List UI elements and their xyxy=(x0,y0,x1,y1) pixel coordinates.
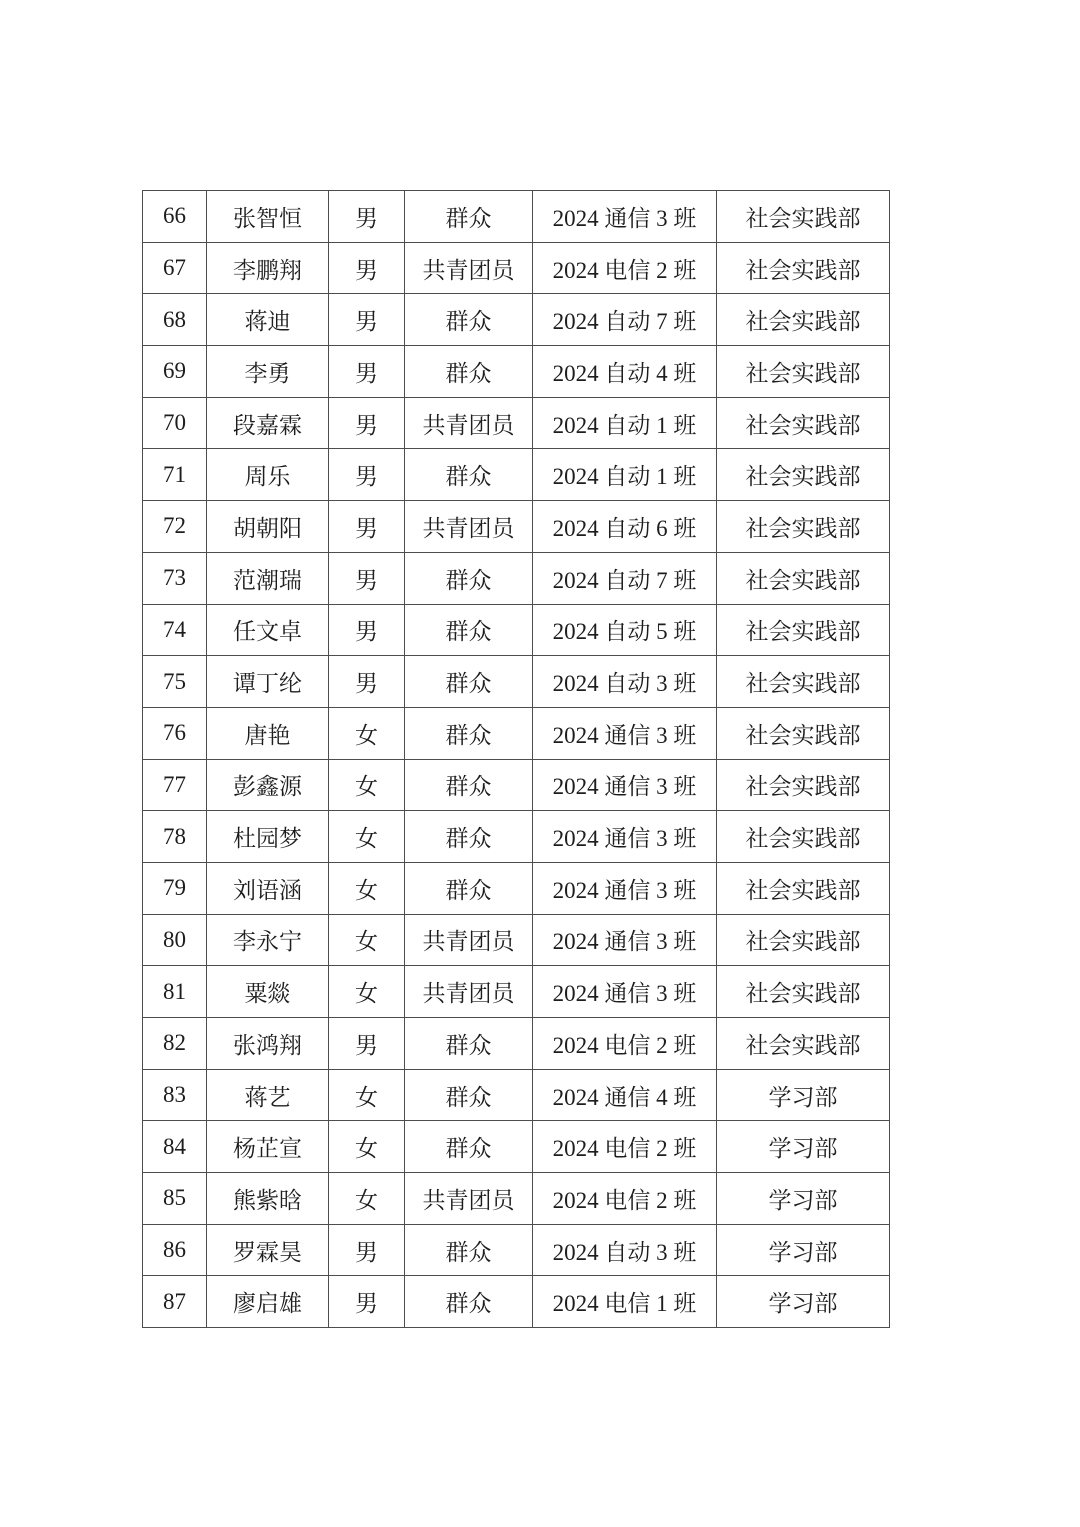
table-row xyxy=(143,707,890,759)
gender-cell: 男 xyxy=(329,1276,405,1328)
table-row xyxy=(143,914,890,966)
name-cell: 杜园梦 xyxy=(207,811,329,863)
department-cell: 社会实践部 xyxy=(717,811,890,863)
row-number-cell: 78 xyxy=(143,811,207,863)
political-status-cell: 共青团员 xyxy=(405,914,533,966)
political-status-cell: 群众 xyxy=(405,346,533,398)
political-status-cell: 群众 xyxy=(405,656,533,708)
department-cell: 社会实践部 xyxy=(717,862,890,914)
gender-cell: 女 xyxy=(329,1069,405,1121)
class-cell: 2024 电信 2 班 xyxy=(533,1173,717,1225)
table-row xyxy=(143,604,890,656)
class-cell: 2024 自动 6 班 xyxy=(533,501,717,553)
gender-cell: 男 xyxy=(329,1018,405,1070)
member-roster-table xyxy=(142,190,890,1328)
department-cell: 社会实践部 xyxy=(717,1018,890,1070)
department-cell: 社会实践部 xyxy=(717,707,890,759)
political-status-cell: 群众 xyxy=(405,552,533,604)
class-cell: 2024 电信 2 班 xyxy=(533,1121,717,1173)
name-cell: 罗霖昊 xyxy=(207,1224,329,1276)
table-row xyxy=(143,191,890,243)
department-cell: 社会实践部 xyxy=(717,449,890,501)
row-number-cell: 76 xyxy=(143,707,207,759)
class-cell: 2024 自动 4 班 xyxy=(533,346,717,398)
political-status-cell: 共青团员 xyxy=(405,1173,533,1225)
gender-cell: 女 xyxy=(329,707,405,759)
class-cell: 2024 通信 3 班 xyxy=(533,966,717,1018)
row-number-cell: 87 xyxy=(143,1276,207,1328)
table-row xyxy=(143,811,890,863)
political-status-cell: 群众 xyxy=(405,449,533,501)
class-cell: 2024 自动 5 班 xyxy=(533,604,717,656)
row-number-cell: 67 xyxy=(143,242,207,294)
table-row xyxy=(143,294,890,346)
department-cell: 社会实践部 xyxy=(717,966,890,1018)
name-cell: 李鹏翔 xyxy=(207,242,329,294)
gender-cell: 男 xyxy=(329,1224,405,1276)
table-row xyxy=(143,862,890,914)
class-cell: 2024 通信 3 班 xyxy=(533,707,717,759)
table-row xyxy=(143,501,890,553)
class-cell: 2024 电信 2 班 xyxy=(533,242,717,294)
name-cell: 张鸿翔 xyxy=(207,1018,329,1070)
department-cell: 社会实践部 xyxy=(717,501,890,553)
political-status-cell: 群众 xyxy=(405,1018,533,1070)
row-number-cell: 83 xyxy=(143,1069,207,1121)
class-cell: 2024 通信 3 班 xyxy=(533,862,717,914)
gender-cell: 女 xyxy=(329,914,405,966)
class-cell: 2024 通信 3 班 xyxy=(533,811,717,863)
department-cell: 社会实践部 xyxy=(717,552,890,604)
political-status-cell: 共青团员 xyxy=(405,397,533,449)
row-number-cell: 71 xyxy=(143,449,207,501)
table-row xyxy=(143,656,890,708)
name-cell: 熊紫晗 xyxy=(207,1173,329,1225)
table-row xyxy=(143,966,890,1018)
name-cell: 李勇 xyxy=(207,346,329,398)
gender-cell: 女 xyxy=(329,759,405,811)
table-row xyxy=(143,346,890,398)
political-status-cell: 群众 xyxy=(405,1276,533,1328)
department-cell: 社会实践部 xyxy=(717,656,890,708)
table-row xyxy=(143,1018,890,1070)
gender-cell: 女 xyxy=(329,966,405,1018)
row-number-cell: 75 xyxy=(143,656,207,708)
table-row xyxy=(143,1069,890,1121)
table-row xyxy=(143,397,890,449)
name-cell: 粟燚 xyxy=(207,966,329,1018)
name-cell: 蒋艺 xyxy=(207,1069,329,1121)
row-number-cell: 74 xyxy=(143,604,207,656)
class-cell: 2024 通信 3 班 xyxy=(533,759,717,811)
class-cell: 2024 自动 1 班 xyxy=(533,449,717,501)
name-cell: 廖启雄 xyxy=(207,1276,329,1328)
gender-cell: 女 xyxy=(329,862,405,914)
political-status-cell: 群众 xyxy=(405,759,533,811)
department-cell: 社会实践部 xyxy=(717,191,890,243)
gender-cell: 男 xyxy=(329,656,405,708)
political-status-cell: 群众 xyxy=(405,1069,533,1121)
department-cell: 社会实践部 xyxy=(717,914,890,966)
class-cell: 2024 自动 1 班 xyxy=(533,397,717,449)
class-cell: 2024 自动 7 班 xyxy=(533,552,717,604)
name-cell: 任文卓 xyxy=(207,604,329,656)
political-status-cell: 群众 xyxy=(405,1224,533,1276)
gender-cell: 男 xyxy=(329,346,405,398)
row-number-cell: 84 xyxy=(143,1121,207,1173)
row-number-cell: 80 xyxy=(143,914,207,966)
name-cell: 李永宁 xyxy=(207,914,329,966)
political-status-cell: 群众 xyxy=(405,1121,533,1173)
name-cell: 段嘉霖 xyxy=(207,397,329,449)
political-status-cell: 群众 xyxy=(405,294,533,346)
table-row xyxy=(143,1224,890,1276)
gender-cell: 女 xyxy=(329,811,405,863)
department-cell: 学习部 xyxy=(717,1121,890,1173)
name-cell: 周乐 xyxy=(207,449,329,501)
table-row xyxy=(143,552,890,604)
row-number-cell: 82 xyxy=(143,1018,207,1070)
row-number-cell: 66 xyxy=(143,191,207,243)
name-cell: 范潮瑞 xyxy=(207,552,329,604)
department-cell: 社会实践部 xyxy=(717,604,890,656)
table-row xyxy=(143,1276,890,1328)
department-cell: 学习部 xyxy=(717,1173,890,1225)
class-cell: 2024 通信 3 班 xyxy=(533,191,717,243)
class-cell: 2024 通信 4 班 xyxy=(533,1069,717,1121)
table-body xyxy=(143,191,890,1328)
political-status-cell: 群众 xyxy=(405,811,533,863)
row-number-cell: 79 xyxy=(143,862,207,914)
table-row xyxy=(143,242,890,294)
row-number-cell: 81 xyxy=(143,966,207,1018)
political-status-cell: 群众 xyxy=(405,862,533,914)
row-number-cell: 85 xyxy=(143,1173,207,1225)
row-number-cell: 68 xyxy=(143,294,207,346)
political-status-cell: 共青团员 xyxy=(405,242,533,294)
political-status-cell: 共青团员 xyxy=(405,501,533,553)
political-status-cell: 群众 xyxy=(405,191,533,243)
department-cell: 社会实践部 xyxy=(717,346,890,398)
table-row xyxy=(143,759,890,811)
gender-cell: 男 xyxy=(329,242,405,294)
name-cell: 胡朝阳 xyxy=(207,501,329,553)
table-row xyxy=(143,1121,890,1173)
class-cell: 2024 自动 3 班 xyxy=(533,656,717,708)
department-cell: 学习部 xyxy=(717,1276,890,1328)
gender-cell: 男 xyxy=(329,294,405,346)
political-status-cell: 共青团员 xyxy=(405,966,533,1018)
row-number-cell: 70 xyxy=(143,397,207,449)
department-cell: 学习部 xyxy=(717,1224,890,1276)
name-cell: 彭鑫源 xyxy=(207,759,329,811)
gender-cell: 女 xyxy=(329,1121,405,1173)
gender-cell: 男 xyxy=(329,501,405,553)
department-cell: 社会实践部 xyxy=(717,294,890,346)
gender-cell: 男 xyxy=(329,191,405,243)
row-number-cell: 77 xyxy=(143,759,207,811)
department-cell: 社会实践部 xyxy=(717,242,890,294)
gender-cell: 男 xyxy=(329,604,405,656)
gender-cell: 女 xyxy=(329,1173,405,1225)
name-cell: 刘语涵 xyxy=(207,862,329,914)
row-number-cell: 86 xyxy=(143,1224,207,1276)
name-cell: 杨芷宣 xyxy=(207,1121,329,1173)
row-number-cell: 72 xyxy=(143,501,207,553)
gender-cell: 男 xyxy=(329,449,405,501)
name-cell: 张智恒 xyxy=(207,191,329,243)
department-cell: 社会实践部 xyxy=(717,759,890,811)
class-cell: 2024 电信 1 班 xyxy=(533,1276,717,1328)
department-cell: 社会实践部 xyxy=(717,397,890,449)
department-cell: 学习部 xyxy=(717,1069,890,1121)
name-cell: 蒋迪 xyxy=(207,294,329,346)
class-cell: 2024 自动 3 班 xyxy=(533,1224,717,1276)
gender-cell: 男 xyxy=(329,397,405,449)
row-number-cell: 73 xyxy=(143,552,207,604)
name-cell: 谭丁纶 xyxy=(207,656,329,708)
political-status-cell: 群众 xyxy=(405,604,533,656)
class-cell: 2024 电信 2 班 xyxy=(533,1018,717,1070)
table-row xyxy=(143,1173,890,1225)
name-cell: 唐艳 xyxy=(207,707,329,759)
row-number-cell: 69 xyxy=(143,346,207,398)
political-status-cell: 群众 xyxy=(405,707,533,759)
class-cell: 2024 自动 7 班 xyxy=(533,294,717,346)
table-row xyxy=(143,449,890,501)
class-cell: 2024 通信 3 班 xyxy=(533,914,717,966)
gender-cell: 男 xyxy=(329,552,405,604)
